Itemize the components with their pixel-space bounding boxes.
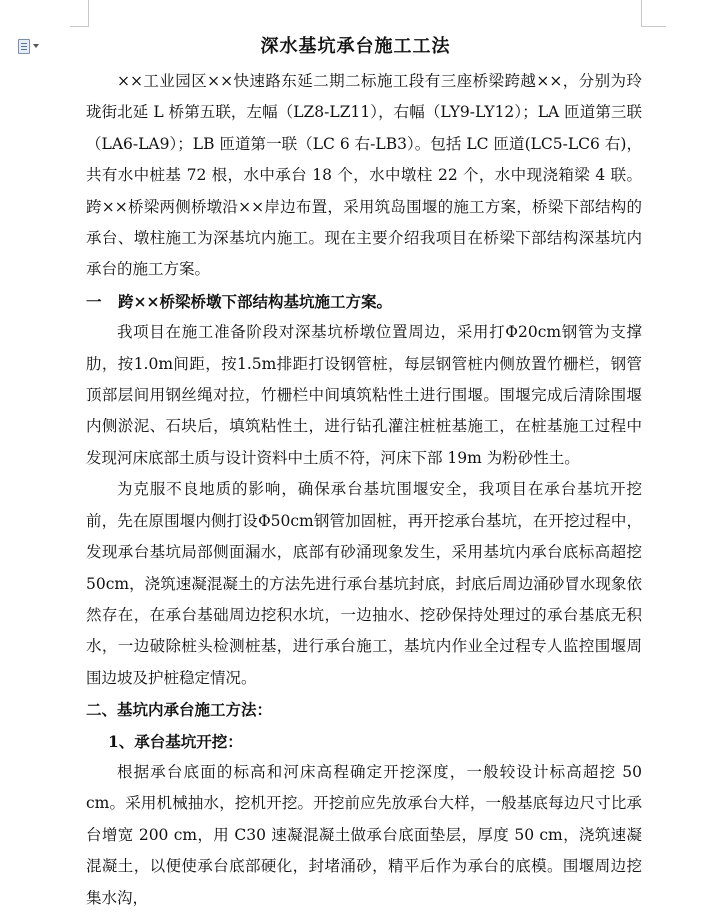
section-number: 一 [86, 291, 102, 311]
paragraph-intro: ××工业园区××快速路东延二期二标施工段有三座桥梁跨越××，分别为玲珑街北延 L 桥第五联，左幅（LZ8-LZ11），右幅（LY9-LY12）；LA 匝道第三联（LA6-LA9）；LB 匝道第一联（LC 6 右-LB3）。包括 LC 匝道(LC5-LC6 右)，共有水中桩基 72 根，水中承台 18 个，水中墩柱 22 个，水中现浇箱梁 4 联。跨××桥梁两侧桥墩沿××岸边布置，采用筑岛围堰的施工方案，桥梁下部结构的承台、墩柱施工为深基坑内施工。现在主要介绍我项目在桥梁下部结构深基坑内承台的施工方案。 [86, 72, 642, 279]
subsection-heading-1: 1、承台基坑开挖： [108, 731, 243, 751]
page-title: 深水基坑承台施工工法 [260, 36, 451, 57]
paragraph-geology: 为克服不良地质的影响，确保承台基坑围堰安全，我项目在承台基坑开挖前，先在原围堰内侧打设Φ50cm钢管加固桩，再开挖承台基坑，在开挖过程中，发现承台基坑局部侧面漏水，底部有砂涌现象发生，采用基坑内承台底标高超挖50cm，浇筑速凝混凝土的方法先进行承台基坑封底，封底后周边涌砂冒水现象依然存在，在承台基础周边挖积水坑，一边抽水、挖砂保持处理过的承台基底无积水，一边破除桩头检测桩基，进行承台施工，基坑内作业全过程专人监控围堰周围边坡及护桩稳定情况。 [86, 480, 642, 687]
section-heading-2: 二、基坑内承台施工方法： [86, 700, 273, 720]
document-body [86, 66, 642, 914]
section-heading-text: 跨××桥梁桥墩下部结构基坑施工方案。 [118, 291, 392, 311]
paragraph-excavation: 根据承台底面的标高和河床高程确定开挖深度，一般较设计标高超挖 50 cm。采用机械抽水，挖机开挖。开挖前应先放承台大样，一般基底每边尺寸比承台增宽 200 cm，用 C30 速凝混凝土做承台底面垫层，厚度 50 cm，浇筑速凝混凝土，以便使承台底部硬化，封堵涌砂，精平后作为承台的底模。围堰周边挖集水沟， [86, 762, 642, 907]
crop-mark-top-right [641, 0, 666, 27]
crop-mark-top-left [70, 0, 89, 27]
section-heading-1 [86, 286, 642, 317]
paragraph-preparation: 我项目在施工准备阶段对深基坑桥墩位置周边，采用打Φ20cm钢管为支撑肋，按1.0m间距，按1.5m排距打设钢管桩，每层钢管桩内侧放置竹栅栏，钢管顶部层间用钢丝绳对拉，竹栅栏中间填筑粘性土进行围堰。围堰完成后清除围堰内侧淤泥、石块后，填筑粘性土，进行钻孔灌注桩桩基施工，在桩基施工过程中发现河床底部土质与设计资料中土质不符，河床下部 19m 为粉砂性土。 [86, 323, 642, 467]
